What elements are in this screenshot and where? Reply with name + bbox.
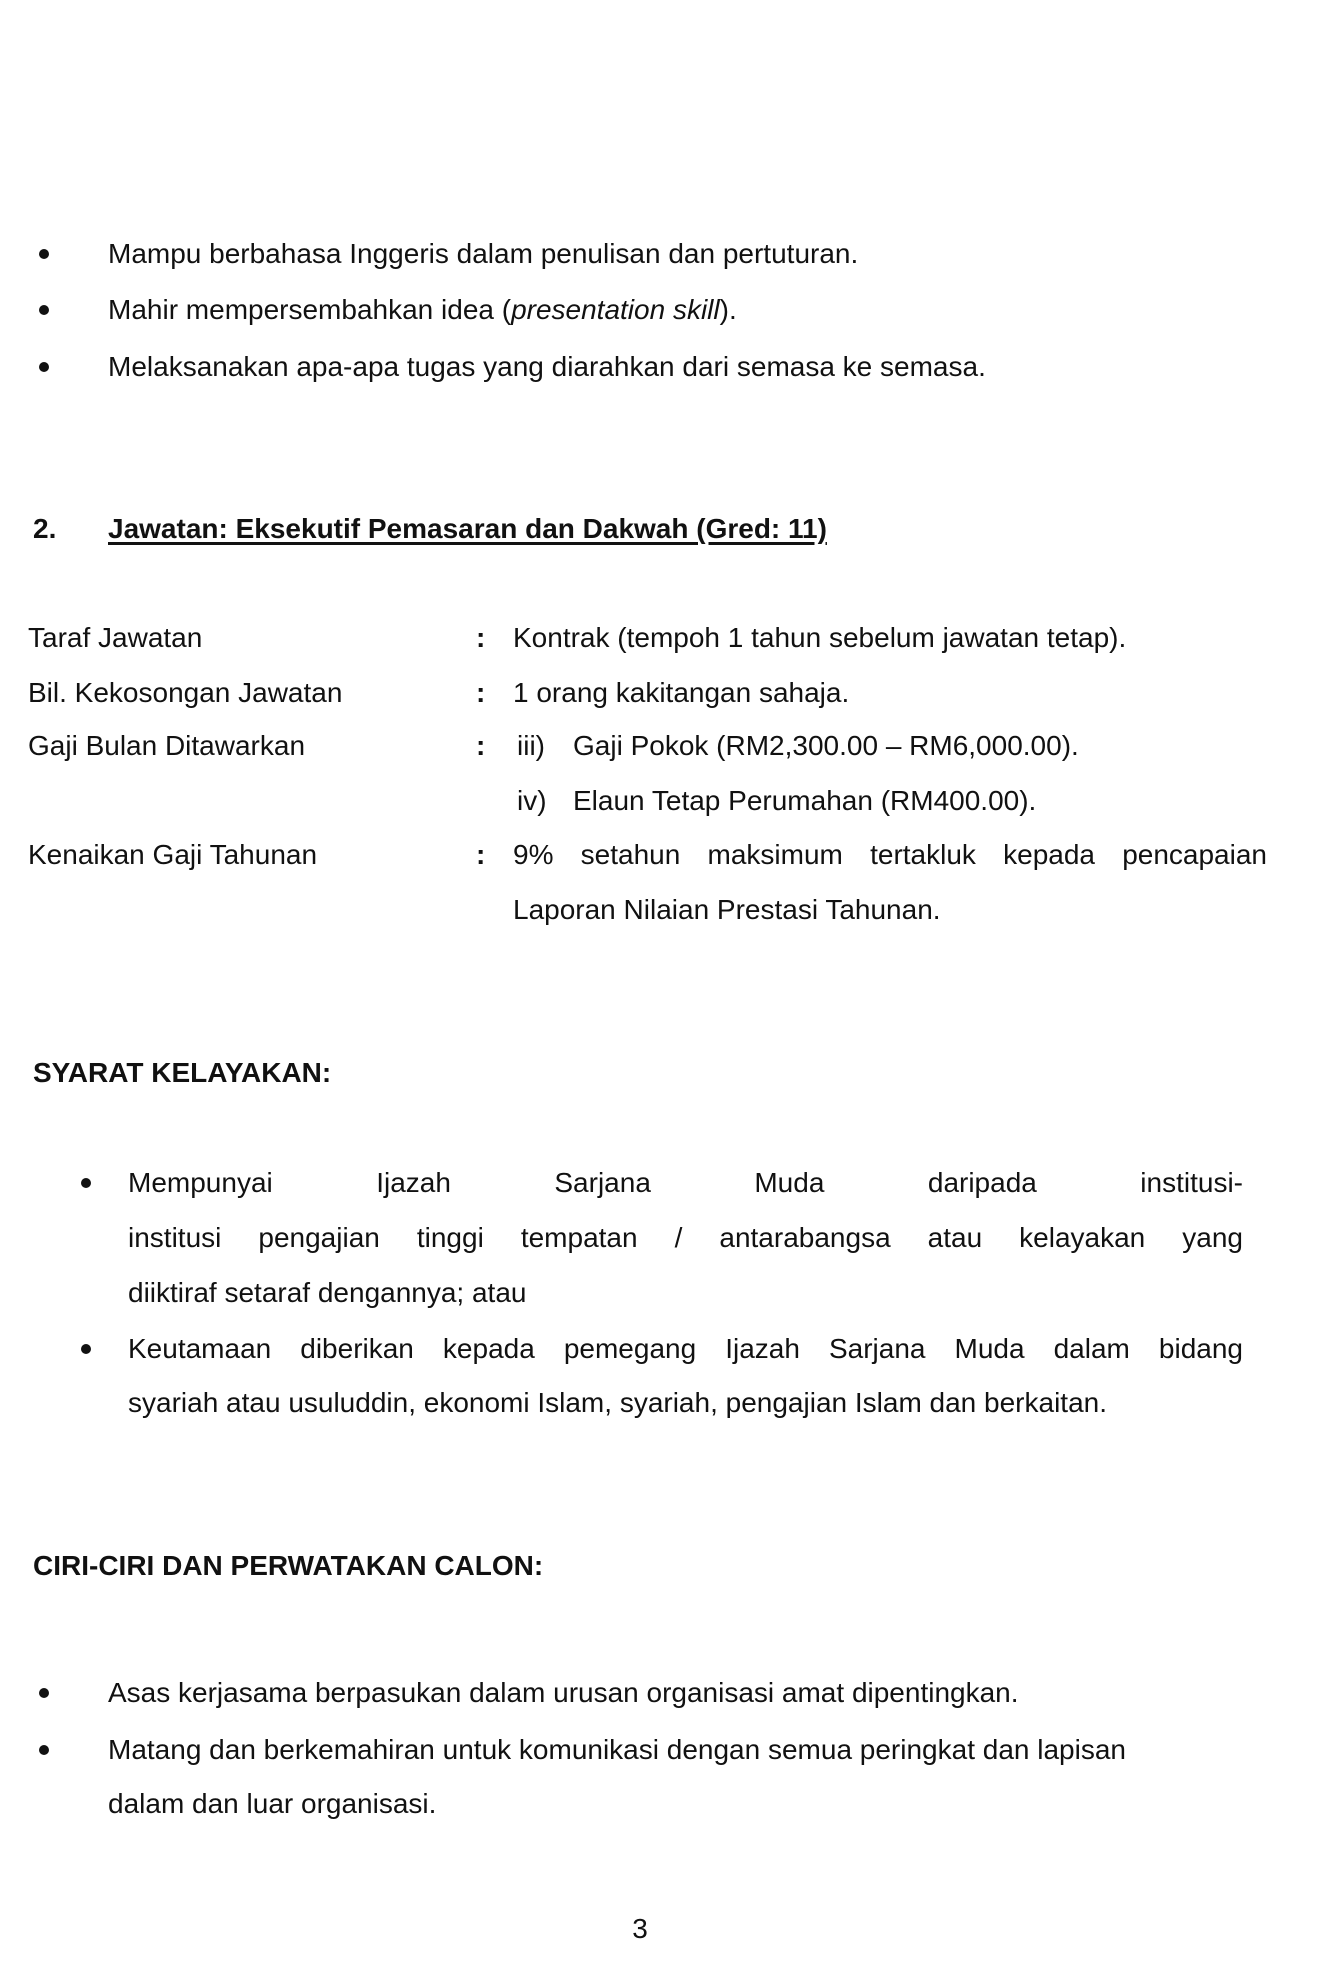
syarat-bullet1-line3: diiktiraf setaraf dengannya; atau: [128, 1277, 527, 1308]
bullet-icon: [39, 362, 49, 372]
detail-label-bil: Bil. Kekosongan Jawatan: [28, 677, 343, 708]
ciri-bullet2-line2: dalam dan luar organisasi.: [108, 1788, 437, 1819]
bullet-text-pre: Mahir mempersembahkan idea (: [108, 294, 512, 325]
gaji-item-text: Elaun Tetap Perumahan (RM400.00).: [573, 785, 1037, 816]
detail-label-kenaikan: Kenaikan Gaji Tahunan: [28, 839, 318, 870]
ciri-bullet2-line1: Matang dan berkemahiran untuk komunikasi dengan semua peringkat dan lapisan: [108, 1734, 1126, 1765]
bullet-text-italic: presentation skill: [511, 294, 720, 325]
bullet-icon: [39, 1688, 49, 1698]
bullet-icon: [39, 249, 49, 259]
detail-value-kenaikan-line2: Laporan Nilaian Prestasi Tahunan.: [513, 894, 941, 925]
bullet-icon: [39, 1745, 49, 1755]
bullet-icon: [39, 305, 49, 315]
gaji-item-num: iii): [517, 730, 545, 761]
detail-colon: :: [476, 730, 486, 761]
gaji-item-num: iv): [517, 785, 547, 816]
detail-value-kenaikan-line1: 9% setahun maksimum tertakluk kepada pencapaian: [513, 839, 1267, 870]
bullet-text-post: ).: [719, 294, 737, 325]
detail-value-bil: 1 orang kakitangan sahaja.: [513, 677, 850, 708]
section-title: Jawatan: Eksekutif Pemasaran dan Dakwah (Gred: 11): [108, 513, 827, 544]
detail-label-gaji: Gaji Bulan Ditawarkan: [28, 730, 306, 761]
bullet-icon: [81, 1344, 91, 1354]
bullet-icon: [81, 1178, 91, 1188]
bullet-text: [108, 293, 737, 327]
syarat-bullet2-line1: Keutamaan diberikan kepada pemegang Ijazah Sarjana Muda dalam bidang: [128, 1333, 1243, 1364]
detail-colon: :: [476, 839, 486, 870]
syarat-bullet1-line1: Mempunyai Ijazah Sarjana Muda daripada institusi-: [128, 1167, 1243, 1198]
gaji-item-text: Gaji Pokok (RM2,300.00 – RM6,000.00).: [573, 730, 1079, 761]
section-number: 2.: [33, 513, 57, 544]
ciri-bullet1: Asas kerjasama berpasukan dalam urusan organisasi amat dipentingkan.: [108, 1677, 1019, 1708]
page-number: 3: [632, 1913, 648, 1944]
detail-label-taraf: Taraf Jawatan: [28, 622, 203, 653]
detail-value-taraf: Kontrak (tempoh 1 tahun sebelum jawatan tetap).: [513, 622, 1127, 653]
ciri-heading: CIRI-CIRI DAN PERWATAKAN CALON:: [33, 1550, 544, 1581]
syarat-bullet2-line2: syariah atau usuluddin, ekonomi Islam, syariah, pengajian Islam dan berkaitan.: [128, 1387, 1108, 1418]
syarat-heading: SYARAT KELAYAKAN:: [33, 1057, 332, 1088]
detail-colon: :: [476, 677, 486, 708]
bullet-text: Mampu berbahasa Inggeris dalam penulisan dan pertuturan.: [108, 238, 859, 269]
bullet-text: Melaksanakan apa-apa tugas yang diarahkan dari semasa ke semasa.: [108, 351, 986, 382]
detail-colon: :: [476, 622, 486, 653]
syarat-bullet1-line2: institusi pengajian tinggi tempatan / antarabangsa atau kelayakan yang: [128, 1222, 1243, 1253]
